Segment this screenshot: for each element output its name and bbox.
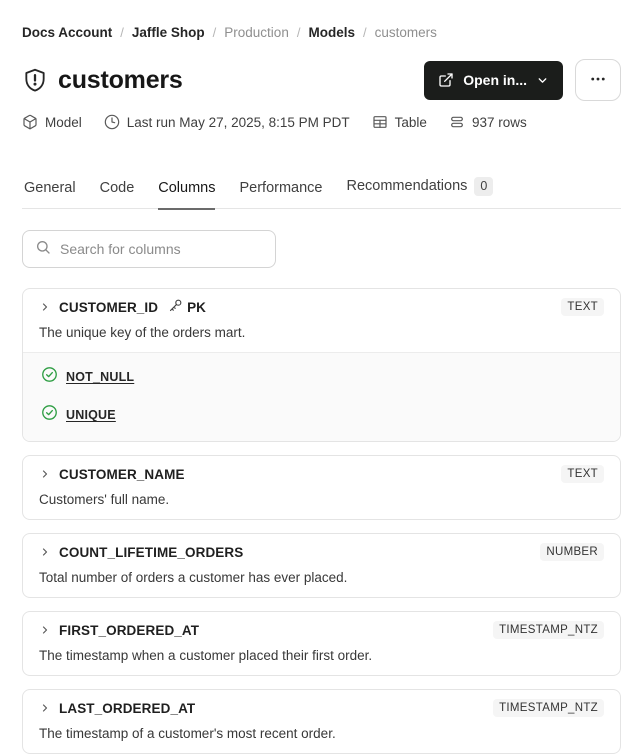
primary-key-label: PK [187,299,206,315]
external-link-icon [438,72,454,88]
column-expand-row[interactable] [39,298,604,316]
more-options-button[interactable] [575,59,621,101]
column-type-badge: NUMBER [540,543,604,561]
column-expand-row[interactable] [39,699,604,717]
search-icon [35,239,51,260]
breadcrumb-item-models[interactable]: Models [308,25,355,40]
tab-recommendations-label: Recommendations [346,178,468,195]
title-actions [424,59,621,101]
clock-icon [104,114,120,130]
primary-key-tag [168,298,206,316]
column-expand-row[interactable] [39,621,604,639]
chevron-right-icon[interactable] [39,624,51,636]
check-circle-icon [41,366,58,388]
meta-last-run [104,114,350,130]
column-expand-row[interactable] [39,543,604,561]
column-card-last-ordered-at [22,689,621,754]
open-in-button[interactable] [424,61,563,100]
breadcrumb-item-customers: customers [374,25,437,40]
meta-row [22,114,621,130]
search-input[interactable] [60,241,263,257]
meta-row-count-label: 937 rows [471,114,527,130]
key-icon [168,298,183,316]
tab-general-label: General [24,179,76,196]
cube-icon [22,114,38,130]
column-type-badge: TEXT [561,298,604,316]
column-name: LAST_ORDERED_AT [59,700,196,716]
shield-exclamation-icon [22,67,48,93]
breadcrumb-separator: / [212,25,217,40]
columns-list [22,288,621,754]
chevron-down-icon [536,74,549,87]
tab-general[interactable] [24,180,76,210]
meta-materialization [372,114,427,130]
chevron-right-icon[interactable] [39,702,51,714]
open-in-label: Open in... [463,72,527,88]
column-type-badge: TIMESTAMP_NTZ [493,699,604,717]
rows-icon [449,114,465,130]
tab-columns-label: Columns [158,179,216,196]
recommendations-count-badge: 0 [474,177,493,196]
column-expand-row[interactable] [39,465,604,483]
meta-row-count [449,114,527,130]
column-description: Customers' full name. [39,492,170,507]
column-name: FIRST_ORDERED_AT [59,622,200,638]
column-description: Total number of orders a customer has ever placed. [39,570,348,585]
page-title: customers [58,65,183,94]
search-box [22,230,276,268]
column-card-customer-id [22,288,621,442]
tab-code[interactable] [100,180,135,210]
column-name: COUNT_LIFETIME_ORDERS [59,544,244,560]
test-row [41,404,604,426]
chevron-right-icon[interactable] [39,468,51,480]
check-circle-icon [41,404,58,426]
tab-recommendations[interactable] [347,177,494,210]
chevron-right-icon[interactable] [39,546,51,558]
column-name: CUSTOMER_ID [59,299,159,315]
title-row [22,59,621,101]
tab-bar [22,177,621,209]
meta-last-run-label: Last run May 27, 2025, 8:15 PM PDT [126,114,350,130]
test-row [41,366,604,388]
tab-code-label: Code [99,179,135,196]
column-description: The unique key of the orders mart. [39,325,246,340]
test-link-not-null[interactable]: NOT_NULL [66,370,135,384]
column-card-count-lifetime-orders [22,533,621,598]
tab-performance[interactable] [239,180,322,210]
breadcrumb-separator: / [296,25,301,40]
breadcrumb-separator: / [362,25,367,40]
meta-materialization-label: Table [394,114,427,130]
breadcrumb [22,25,621,40]
column-type-badge: TIMESTAMP_NTZ [493,621,604,639]
column-name: CUSTOMER_NAME [59,466,185,482]
breadcrumb-item-docs-account[interactable]: Docs Account [22,25,113,40]
meta-resource-type [22,114,82,130]
column-type-badge: TEXT [561,465,604,483]
column-card-first-ordered-at [22,611,621,676]
table-icon [372,114,388,130]
column-tests [23,352,620,441]
column-description: The timestamp when a customer placed their first order. [39,648,373,663]
column-description: The timestamp of a customer's most recent order. [39,726,336,741]
meta-resource-type-label: Model [45,114,82,130]
test-link-unique[interactable]: UNIQUE [66,408,116,422]
column-card-customer-name [22,455,621,520]
breadcrumb-item-production[interactable]: Production [224,25,289,40]
chevron-right-icon[interactable] [39,301,51,313]
tab-columns[interactable] [158,180,215,210]
breadcrumb-item-jaffle-shop[interactable]: Jaffle Shop [131,25,205,40]
breadcrumb-separator: / [120,25,124,40]
tab-performance-label: Performance [239,179,323,196]
ellipsis-icon [589,70,607,91]
